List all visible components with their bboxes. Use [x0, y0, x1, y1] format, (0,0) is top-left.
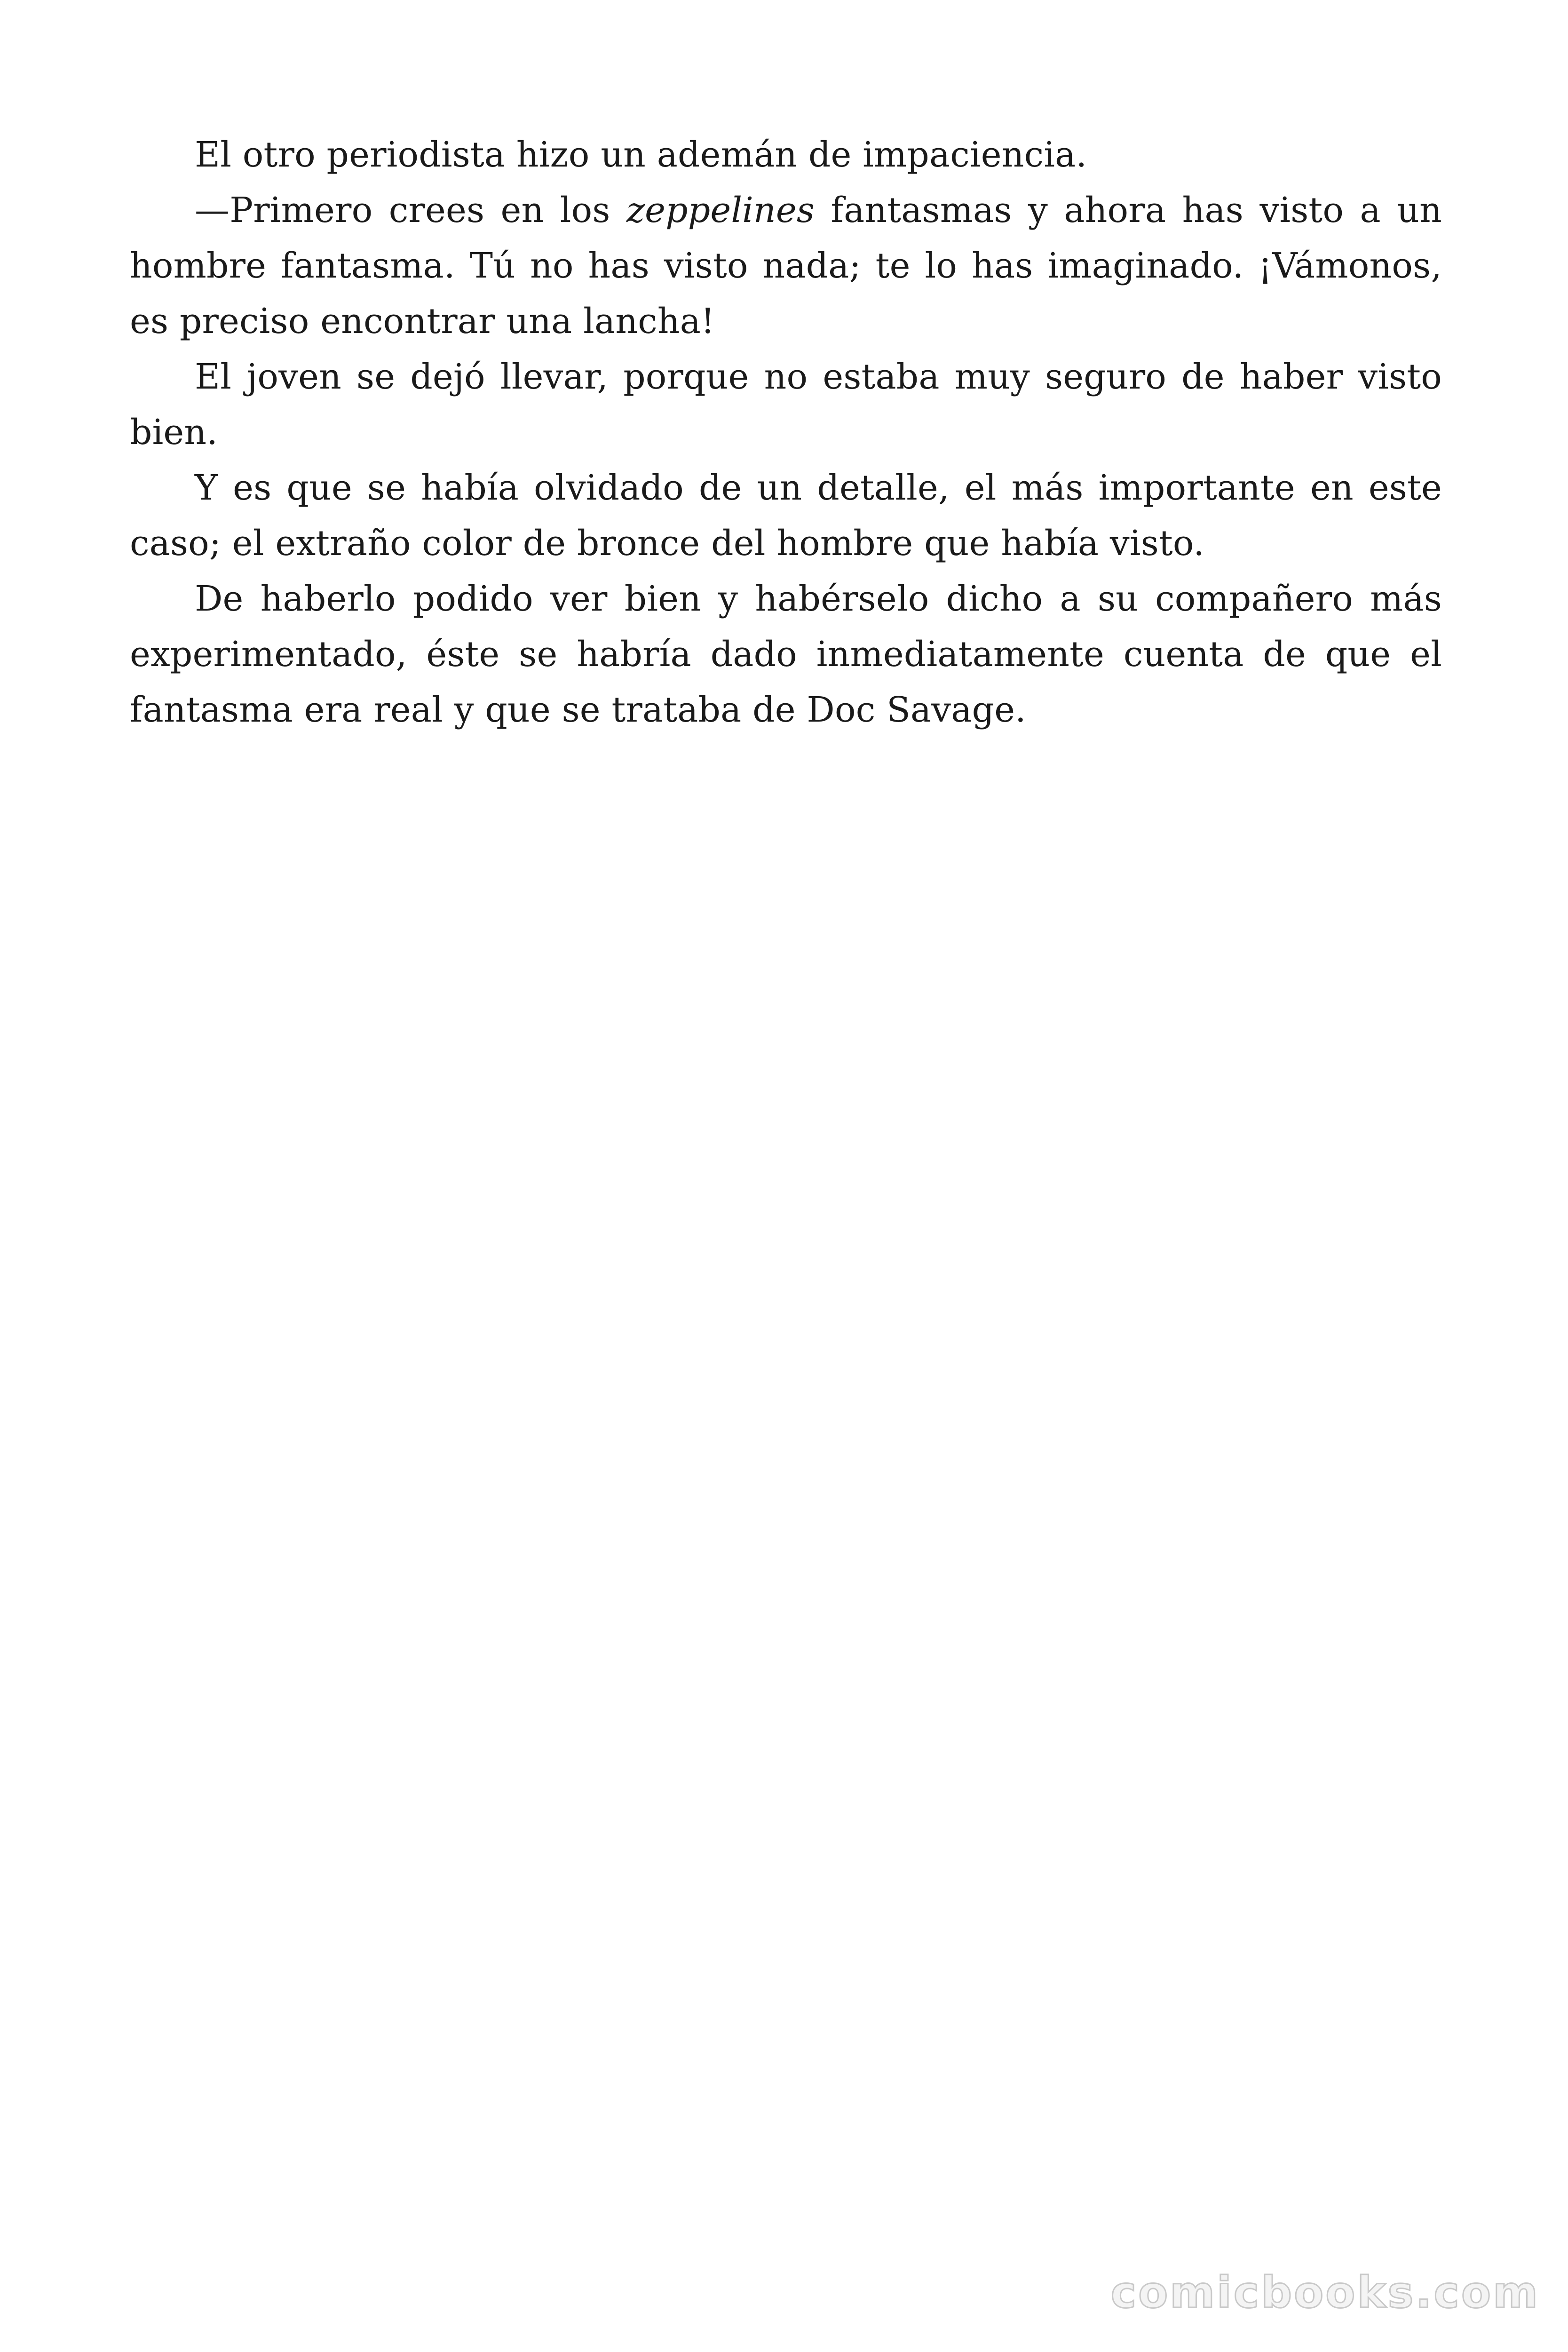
paragraph-1: [130, 127, 1442, 183]
paragraph-1-text: El otro periodista hizo un ademán de impaciencia.: [195, 135, 1087, 175]
body-text: [130, 127, 1442, 738]
paragraph-3: [130, 349, 1442, 460]
watermark: comicbooks.com: [1110, 2267, 1540, 2318]
paragraph-2-text-before: —Primero crees en los: [195, 190, 626, 230]
paragraph-2-emphasis: zeppelines: [626, 190, 815, 230]
paragraph-2: [130, 183, 1442, 349]
paragraph-2-text-after: fantasmas y ahora has visto a un hombre fantasma. Tú no has visto nada; te lo has imaginado. ¡Vámonos, es preciso encontrar una lancha!: [130, 190, 1442, 342]
paragraph-5-text: De haberlo podido ver bien y habérselo dicho a su compañero más experimentado, éste se habría dado inmediatamente cuenta de que el fantasma era real y que se trataba de Doc Savage.: [130, 579, 1442, 730]
paragraph-4-text: Y es que se había olvidado de un detalle, el más importante en este caso; el extraño color de bronce del hombre que había visto.: [130, 468, 1442, 564]
paragraph-3-text: El joven se dejó llevar, porque no estaba muy seguro de haber visto bien.: [130, 357, 1442, 453]
paragraph-5: [130, 571, 1442, 738]
paragraph-4: [130, 460, 1442, 571]
